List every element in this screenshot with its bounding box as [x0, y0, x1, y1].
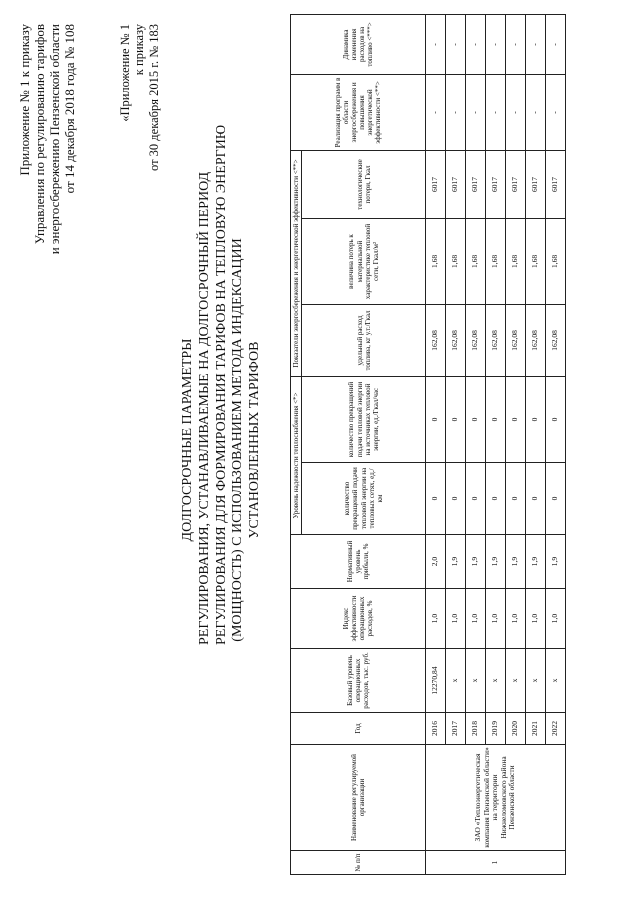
header-fuel-dynamics: Динамика изменения расходов на топливо <***>: [291, 14, 426, 74]
cell-en2: 1,68: [526, 218, 546, 304]
header-line: Управления по регулированию тарифов: [31, 24, 47, 245]
cell-index: 1,0: [446, 589, 466, 649]
table-row: [426, 14, 446, 874]
header-line: «Приложение № 1: [118, 24, 132, 122]
cell-profit: 1,9: [506, 535, 526, 589]
cell-rel1: 0: [466, 463, 486, 535]
cell-base: 12270,84: [426, 649, 446, 713]
title-line: (МОЩНОСТЬ) С ИСПОЛЬЗОВАНИЕМ МЕТОДА ИНДЕКСАЦИИ: [230, 238, 246, 642]
cell-rel2: 0: [506, 376, 526, 462]
cell-en3: 6017: [546, 150, 566, 218]
cell-organization: ЗАО «Теплоэнергетическая компания Пензенской области» на территории Нижнеломовского района Пензенской области: [426, 745, 566, 851]
cell-year: 2018: [466, 713, 486, 745]
cell-en3: 6017: [426, 150, 446, 218]
cell-program: -: [446, 74, 466, 150]
header-org: Наименование регулируемой организации: [291, 745, 426, 851]
cell-year: 2017: [446, 713, 466, 745]
cell-year: 2020: [506, 713, 526, 745]
header-line: к приказу: [132, 24, 147, 76]
cell-en3: 6017: [486, 150, 506, 218]
cell-base: x: [526, 649, 546, 713]
cell-profit: 2,0: [426, 535, 446, 589]
cell-base: x: [506, 649, 526, 713]
cell-rel2: 0: [466, 376, 486, 462]
header-program: Реализация программ в области энергосбережения и повышения энергетической эффективности <**>: [291, 74, 426, 150]
cell-profit: 1,9: [466, 535, 486, 589]
cell-index: 1,0: [426, 589, 446, 649]
header-profit-level: Нормативный уровень прибыли, %: [291, 535, 426, 589]
cell-dynamics: -: [426, 14, 446, 74]
title-line: РЕГУЛИРОВАНИЯ, УСТАНАВЛИВАЕМЫЕ НА ДОЛГОСРОЧНЫЙ ПЕРИОД: [196, 171, 212, 645]
cell-rel1: 0: [446, 463, 466, 535]
header-tech-losses: технологические потери, Гкал: [302, 150, 426, 218]
cell-rel2: 0: [526, 376, 546, 462]
cell-en3: 6017: [446, 150, 466, 218]
cell-index: 1,0: [466, 589, 486, 649]
header-efficiency-index: Индекс эффективности операционных расходов, %: [291, 589, 426, 649]
cell-program: -: [526, 74, 546, 150]
cell-program: -: [466, 74, 486, 150]
cell-rel2: 0: [426, 376, 446, 462]
cell-en3: 6017: [506, 150, 526, 218]
cell-dynamics: -: [466, 14, 486, 74]
cell-rel1: 0: [426, 463, 446, 535]
cell-en1: 162,08: [526, 304, 546, 376]
cell-profit: 1,9: [546, 535, 566, 589]
cell-base: x: [546, 649, 566, 713]
cell-rel2: 0: [546, 376, 566, 462]
header-fuel-rate: удельный расход топлива, кг у.т./Гкал: [302, 304, 426, 376]
cell-en2: 1,68: [446, 218, 466, 304]
cell-en1: 162,08: [426, 304, 446, 376]
header-source-outages: количество прекращений подачи тепловой энергии на источниках тепловой энергии, ед./Гкал/час: [302, 376, 426, 462]
cell-program: -: [486, 74, 506, 150]
cell-dynamics: -: [506, 14, 526, 74]
cell-profit: 1,9: [446, 535, 466, 589]
cell-index: 1,0: [506, 589, 526, 649]
cell-dynamics: -: [546, 14, 566, 74]
cell-en1: 162,08: [486, 304, 506, 376]
title-line: ДОЛГОСРОЧНЫЕ ПАРАМЕТРЫ: [180, 338, 195, 542]
cell-base: x: [466, 649, 486, 713]
cell-index: 1,0: [526, 589, 546, 649]
header-year: Год: [291, 713, 426, 745]
original-appendix-header: [118, 24, 161, 171]
cell-base: x: [486, 649, 506, 713]
cell-program: -: [546, 74, 566, 150]
cell-program: -: [426, 74, 446, 150]
document-title: [180, 124, 264, 645]
cell-year: 2016: [426, 713, 446, 745]
cell-base: x: [446, 649, 466, 713]
cell-index: 1,0: [486, 589, 506, 649]
cell-en2: 1,68: [546, 218, 566, 304]
cell-program: -: [506, 74, 526, 150]
parameters-table: [290, 14, 566, 875]
cell-rel2: 0: [446, 376, 466, 462]
cell-year: 2022: [546, 713, 566, 745]
header-line: от 14 декабря 2018 года № 108: [61, 24, 77, 194]
cell-dynamics: -: [526, 14, 546, 74]
cell-dynamics: -: [446, 14, 466, 74]
cell-year: 2021: [526, 713, 546, 745]
header-line: Приложение № 1 к приказу: [17, 24, 32, 176]
cell-index: 1,0: [546, 589, 566, 649]
cell-en1: 162,08: [546, 304, 566, 376]
cell-en2: 1,68: [426, 218, 446, 304]
header-reliability: Уровень надежности теплоснабжения <*>: [291, 376, 302, 534]
header-line: от 30 декабря 2015 г. № 183: [146, 24, 161, 172]
cell-en1: 162,08: [466, 304, 486, 376]
cell-rel2: 0: [486, 376, 506, 462]
cell-rel1: 0: [546, 463, 566, 535]
title-line: УСТАНОВЛЕННЫХ ТАРИФОВ: [247, 341, 263, 539]
cell-en2: 1,68: [466, 218, 486, 304]
header-losses-ratio: величина потерь к материальной характеристике тепловой сети, Гкал/м²: [302, 218, 426, 304]
header-energy-saving: Показатели энергосбережения и энергетической эффективности <**>: [291, 150, 302, 376]
cell-en3: 6017: [526, 150, 546, 218]
header-line: и энергосбережению Пензенской области: [46, 24, 62, 255]
cell-dynamics: -: [486, 14, 506, 74]
cell-en2: 1,68: [486, 218, 506, 304]
cell-rel1: 0: [526, 463, 546, 535]
title-line: РЕГУЛИРОВАНИЯ ДЛЯ ФОРМИРОВАНИЯ ТАРИФОВ НА ТЕПЛОВУЮ ЭНЕРГИЮ: [213, 124, 229, 645]
header-base-level: Базовый уровень операционных расходов, тыс. руб.: [291, 649, 426, 713]
appendix-header: [18, 24, 78, 254]
cell-rel1: 0: [506, 463, 526, 535]
cell-en3: 6017: [466, 150, 486, 218]
cell-num: 1: [426, 851, 566, 875]
header-num: № п/п: [291, 851, 426, 875]
cell-en2: 1,68: [506, 218, 526, 304]
header-network-outages: количество прекращений подачи тепловой энергии на тепловых сетях, ед./км: [302, 463, 426, 535]
cell-profit: 1,9: [486, 535, 506, 589]
cell-rel1: 0: [486, 463, 506, 535]
cell-year: 2019: [486, 713, 506, 745]
cell-en1: 162,08: [506, 304, 526, 376]
cell-en1: 162,08: [446, 304, 466, 376]
cell-profit: 1,9: [526, 535, 546, 589]
